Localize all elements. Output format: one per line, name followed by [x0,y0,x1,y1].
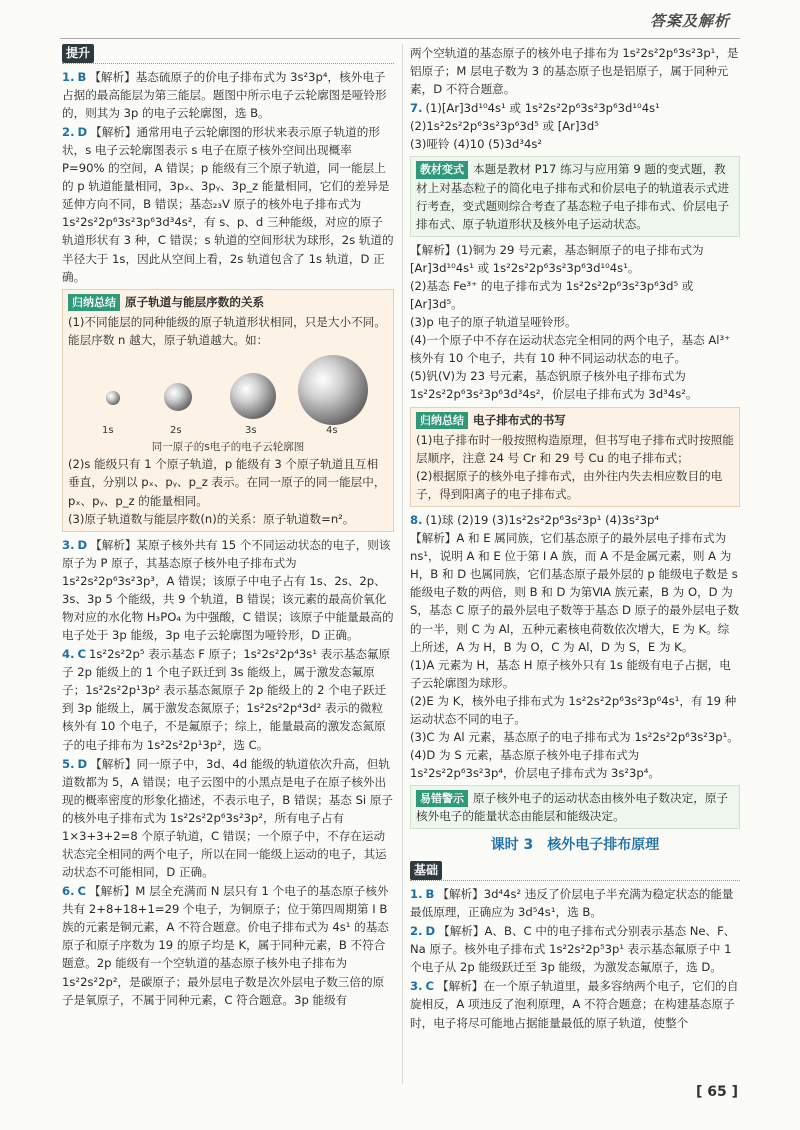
sphere-1s [106,391,120,405]
answer-3 [62,536,394,644]
summary-paragraph: (2)s 能级只有 1 个原子轨道，p 能级有 3 个原子轨道且互相垂直，分别以 pₓ、pᵧ、p_z 表示。在同一原子的同一能层中，pₓ、pᵧ、p_z 的能量相同。 [68,457,386,508]
answer-key: B [425,886,435,901]
answer-line: (1)球 (2)19 (3)1s²2s²2p⁶3s²3p¹ (4)3s²3p⁴ [425,513,659,528]
sphere-label: 3s [245,424,257,436]
summary-paragraph: (2)根据原子的核外电子排布式，由外往内失去相应数目的电子，得到阳离子的电子排布式。 [416,468,723,501]
answer-2 [62,123,394,286]
answer-line: (2)1s²2s²2p⁶3s²3p⁶3d⁵ 或 [Ar]3d⁵ [410,119,599,134]
sphere-figure [68,351,388,439]
answer-5 [62,755,394,882]
explanation-line: (1)A 元素为 H，基态 H 原子核外只有 1s 能级有电子占据，电子云轮廓图为球形。 [410,657,731,690]
explanation-line: (4)一个原子中不存在运动状态完全相同的两个电子，基态 Al³⁺ 核外有 10 个电子，共有 10 种不同运动状态的电子。 [410,333,731,366]
question-number: 3. [410,979,423,994]
answer-key: C [425,979,434,994]
summary-label: 归纳总结 [68,294,120,311]
header-title: 答案及解析 [649,12,730,30]
explanation-line: (2)E 为 K，核外电子排布式为 1s²2s²2p⁶3s²3p⁶4s¹，有 19 种运动状态不同的电子。 [410,693,737,726]
question-number: 1. [410,886,423,901]
sphere-label: 1s [102,424,114,436]
question-number: 1. [62,69,75,84]
explanation-line: (3)p 电子的原子轨道呈哑铃形。 [410,315,577,330]
lesson-title: 课时 3 核外电子排布原理 [490,837,660,854]
answer-1 [62,68,394,122]
error-warning-box [410,785,740,829]
explanation-line: (5)钒(Ⅴ)为 23 号元素，基态钒原子核外电子排布式为 1s²2s²2p⁶3s²3p⁶3d³4s²，价层电子排布式为 3d³4s²。 [410,369,698,402]
question-number: 7. [410,101,423,116]
question-number: 2. [62,124,75,139]
answer-text: 【解析】M 层全充满而 N 层只有 1 个电子的基态原子核外共有 2+8+18+1=29 个电子，为铜原子；位于第四周期第 Ⅰ B 族的元素是铜元素，A 不符合题意。价电子排布式为 4s¹ 的基态原子和原子序数为 19 的原子均是 K，属于同种元素，B 不符合题意。2p 能级有一个空轨道的基态原子核外电子排布为 1s²2s²2p²，是碳原子；最外层电子数是次外层电子数三倍的原子是氧原子，不属于同种元素，C 符合题意。3p 能级有 [62,884,389,1007]
summary-box-config [410,407,740,507]
answer-key: D [77,756,88,771]
answer-key: D [77,537,88,552]
tip-text: 原子核外电子的运动状态由核外电子数决定，原子核外电子的能量状态由能层和能级决定。 [416,791,729,824]
answer-6 [62,882,394,1009]
answer-4 [62,645,394,753]
summary-paragraph: (1)不同能层的同种能级的原子轨道形状相同，只是大小不同。能层序数 n 越大，原子轨道越大。如： [68,314,386,347]
answer-text: 【解析】在一个原子轨道里，最多容纳两个电子，它们的自旋相反，A 项违反了泡利原理，A 不符合题意；在构建基态原子时，电子将尽可能地占据能量最低的原子轨道，使整个 [410,979,739,1030]
explanation-line: (2)基态 Fe³⁺ 的电子排布式为 1s²2s²2p⁶3s²3p⁶3d⁵ 或 [Ar]3d⁵。 [410,279,694,312]
answer-key: C [77,884,86,899]
summary-title: 电子排布式的书写 [473,412,566,427]
variant-label: 教材变式 [416,161,468,178]
answer-text: 【解析】基态硫原子的价电子排布式为 3s²3p⁴，核外电子占据的最高能层为第三能层。题图中所示电子云轮廓图是哑铃形的，则其为 3p 的电子云轮廓图，选 B。 [62,69,387,120]
sphere-2s [164,383,192,411]
answer-8 [410,511,740,782]
basic-answer-2 [410,922,740,976]
answer-text: 【解析】A、B、C 中的电子排布式分别表示基态 Ne、F、Na 原子。核外电子排布式 1s²2s²2p⁵3p¹ 表示基态氟原子中 1 个电子从 2p 能级跃迁至 3p 能级，为激发态氟原子，选 D。 [410,924,736,975]
column-divider [402,44,403,1084]
answer-key: B [77,69,87,84]
figure-caption: 同一原子的s电子的电子云轮廓图 [151,440,305,453]
sphere-label: 2s [170,424,182,436]
explanation-line: 【解析】(1)铜为 29 号元素，基态铜原子的电子排布式为 [Ar]3d¹⁰4s¹ 或 1s²2s²2p⁶3s²3p⁶3d¹⁰4s¹。 [410,242,704,275]
explanation-line: (4)D 为 S 元素，基态原子核外电子排布式为 1s²2s²2p⁶3s²3p⁴，价层电子排布式为 3s²3p⁴。 [410,748,661,781]
answer-text: 【解析】通常用电子云轮廓图的形状来表示原子轨道的形状，s 电子云轮廓图表示 s 电子在原子核外空间出现概率 P=90% 的空间，A 错误；p 能级有三个原子轨道，同一能层上的 p 轨道能量相同，3pₓ、3pᵧ、3p_z 能量相同，它们的差异是延伸方向不同，B 错误；基态₂₃V 原子的核外电子排布式为 1s²2s²2p⁶3s²3p⁶3d³4s²，有 s、p、d 三种能级，对应的原子轨道形状有 3 种，C 错误；s 轨道的空间形状为球形，2s 轨道的半径大于 1s，因此从空间上看，2s 轨道包含了 1s 轨道，D 正确。 [62,124,394,284]
variant-text: 本题是教材 P17 练习与应用第 9 题的变式题，教材上对基态粒子的简化电子排布式和价层电子的轨道表示式进行考查，变式题则综合考查了基态粒子电子排布式、价层电子排布式、原子轨道形状及核外电子运动状态。 [416,162,730,231]
question-number: 8. [410,513,423,528]
section-tag [410,861,740,881]
sphere-3s [230,373,276,419]
page-number: [ 65 ] [695,1084,738,1101]
basic-answer-1 [410,885,740,921]
answer-text: 【解析】3d⁴4s² 违反了价层电子半充满为稳定状态的能量最低原理，正确应为 3d⁵4s¹，选 B。 [410,886,734,920]
tag-label: 基础 [410,861,442,880]
left-column [62,44,394,1010]
answer-key: D [77,124,88,139]
summary-paragraph: (3)原子轨道数与能层序数(n)的关系：原子轨道数=n²。 [68,511,355,526]
sphere-label: 4s [326,424,338,436]
answer-line: (3)哑铃 (4)10 (5)3d³4s² [410,137,543,152]
header-rule [60,38,740,39]
sphere-4s [298,355,368,425]
right-column [410,44,740,1033]
question-number: 5. [62,756,75,771]
page-number-value: 65 [707,1084,727,1101]
summary-head [68,293,388,311]
explanation-line: (3)C 为 Al 元素，基态原子的电子排布式为 1s²2s²2p⁶3s²3p¹。 [410,729,739,744]
summary-paragraph: (1)电子排布时一般按照构造原理，但书写电子排布式时按照能层顺序，注意 24 号 Cr 和 29 号 Cu 的电子排布式； [416,432,734,465]
summary-label: 归纳总结 [416,412,468,429]
question-number: 4. [62,647,75,662]
answer-7 [410,99,740,153]
answer-text: 【解析】某原子核外共有 15 个不同运动状态的电子，则该原子为 P 原子，其基态原子核外电子排布式为 1s²2s²2p⁶3s²3p³，A 错误；该原子中电子占有 1s、2s、2p、3s、3p 5 个能级，共 9 个轨道，B 错误；该元素的最高价氧化物对应的水化物 H₃PO₄ 为中强酸，C 错误；该原子中能量最高的电子处于 3p 能级，3p 电子云轮廓图为哑铃形，D 正确。 [62,537,394,643]
answer-text: 【解析】同一原子中，3d、4d 能级的轨道依次升高，但轨道数都为 5，A 错误；电子云图中的小黑点是电子在原子核外出现的概率密度的形象化描述，不表示电子，B 错误；基态 Si 原子的核外电子排布式为 1s²2s²2p⁶3s²3p²，所有电子占有 1×3+3+2=8 个原子轨道，C 错误；一个原子中，不存在运动状态完全相同的两个电子，所以在同一能级上运动的电子，其运动状态不可能相同，D 正确。 [62,756,394,880]
question-number: 2. [410,924,423,939]
summary-head [416,411,734,429]
question-number: 3. [62,537,75,552]
tip-label: 易错警示 [416,790,468,807]
answer-line: (1)[Ar]3d¹⁰4s¹ 或 1s²2s²2p⁶3s²3p⁶3d¹⁰4s¹ [425,101,660,116]
answer-key: C [77,647,86,662]
summary-title: 原子轨道与能层序数的关系 [125,294,265,309]
section-tag [62,44,394,64]
textbook-variant-box [410,156,740,236]
answer-6-continued: 两个空轨道的基态原子的核外电子排布为 1s²2s²2p⁶3s²3p¹，是铝原子；M 层电子数为 3 的基态原子也是铝原子，属于同种元素，D 不符合题意。 [410,46,739,97]
answer-key: D [425,924,436,939]
tag-label: 提升 [62,44,94,63]
explanation-line: 【解析】A 和 E 属同族，它们基态原子的最外层电子排布式为 ns¹，说明 A 和 E 位于第 Ⅰ A 族，而 A 不是金属元素，则 A 为 H，B 和 D 也属同族，它们基态原子最外层的 p 能级电子数是 s 能级电子数的两倍，则 B 和 D 为第ⅥA 族元素，B 为 O，D 为 S，基态 C 原子的最外层电子数等于基态 D 原子的最外层电子数的一半，则 C 为 Al，五种元素核电荷数依次增大，E 为 K。综上所述，A 为 H，B 为 O，C 为 Al，D 为 S，E 为 K。 [410,531,739,654]
answer-text: 1s²2s²2p⁵ 表示基态 F 原子；1s²2s²2p⁴3s¹ 表示基态氟原子 2p 能级上的 1 个电子跃迁到 3s 能级上，属于激发态氟原子；1s²2s²2p¹3p² 表示基态氮原子 2p 能级上的 2 个电子跃迁到 3p 能级上，属于激发态氮原子；1s²2s²2p⁴3d² 表示的微粒核外有 10 个电子，不是氟原子；综上，能量最高的激发态氮原子的电子排布为 1s²2s²2p¹3p²，选 C。 [62,647,391,752]
basic-answer-3 [410,977,740,1031]
summary-box-orbitals [62,289,394,532]
question-number: 6. [62,884,75,899]
